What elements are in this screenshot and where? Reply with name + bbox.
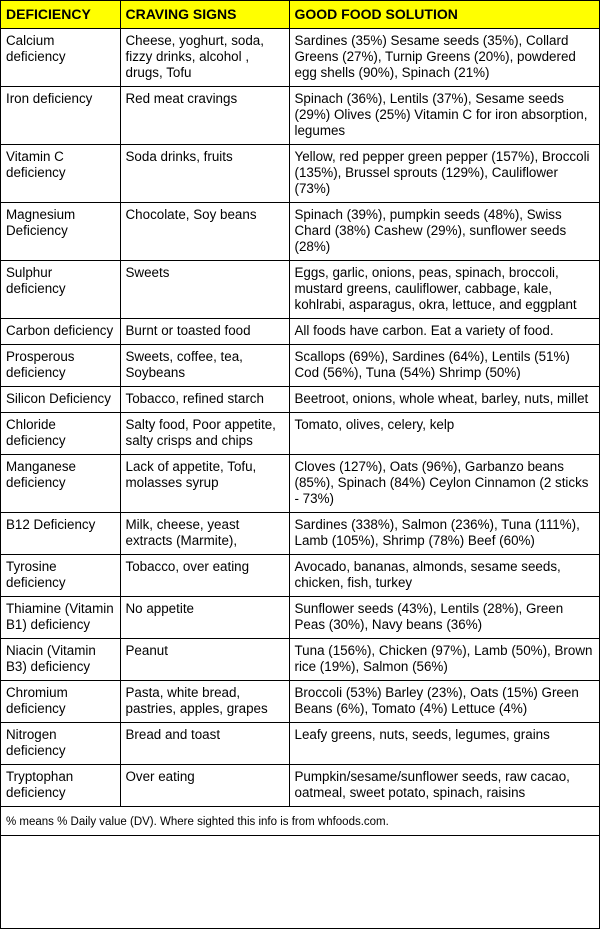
craving-cell: No appetite — [120, 597, 289, 639]
craving-cell: Salty food, Poor appetite, salty crisps and chips — [120, 413, 289, 455]
craving-cell: Lack of appetite, Tofu, molasses syrup — [120, 455, 289, 513]
solution-cell: Eggs, garlic, onions, peas, spinach, broccoli, mustard greens, cauliflower, cabbage, kale, kohlrabi, asparagus, okra, lettuce, and eggplant — [289, 261, 599, 319]
header-good-food-solution: GOOD FOOD SOLUTION — [289, 1, 599, 29]
deficiency-cell: Calcium deficiency — [1, 29, 120, 87]
deficiency-cell: Carbon deficiency — [1, 319, 120, 345]
footnote-row — [1, 807, 599, 836]
table-row — [1, 681, 599, 723]
deficiency-cell: Niacin (Vitamin B3) deficiency — [1, 639, 120, 681]
solution-cell: Leafy greens, nuts, seeds, legumes, grains — [289, 723, 599, 765]
footnote: % means % Daily value (DV). Where sighted this info is from whfoods.com. — [1, 807, 599, 836]
header-row — [1, 1, 599, 29]
craving-cell: Cheese, yoghurt, soda, fizzy drinks, alcohol , drugs, Tofu — [120, 29, 289, 87]
solution-cell: Tomato, olives, celery, kelp — [289, 413, 599, 455]
table-row — [1, 455, 599, 513]
craving-cell: Peanut — [120, 639, 289, 681]
craving-cell: Over eating — [120, 765, 289, 807]
craving-cell: Sweets, coffee, tea, Soybeans — [120, 345, 289, 387]
deficiency-cell: Thiamine (Vitamin B1) deficiency — [1, 597, 120, 639]
table-row — [1, 597, 599, 639]
solution-cell: Spinach (36%), Lentils (37%), Sesame seeds (29%) Olives (25%) Vitamin C for iron absorption, legumes — [289, 87, 599, 145]
deficiency-cell: Chloride deficiency — [1, 413, 120, 455]
table-row — [1, 87, 599, 145]
solution-cell: Sardines (338%), Salmon (236%), Tuna (111%), Lamb (105%), Shrimp (78%) Beef (60%) — [289, 513, 599, 555]
solution-cell: Cloves (127%), Oats (96%), Garbanzo beans (85%), Spinach (84%) Ceylon Cinnamon (2 sticks - 73%) — [289, 455, 599, 513]
craving-cell: Tobacco, refined starch — [120, 387, 289, 413]
deficiency-cell: Iron deficiency — [1, 87, 120, 145]
craving-cell: Red meat cravings — [120, 87, 289, 145]
craving-cell: Chocolate, Soy beans — [120, 203, 289, 261]
solution-cell: Avocado, bananas, almonds, sesame seeds, chicken, fish, turkey — [289, 555, 599, 597]
solution-cell: Sardines (35%) Sesame seeds (35%), Collard Greens (27%), Turnip Greens (20%), powdered egg shells (90%), Spinach (21%) — [289, 29, 599, 87]
craving-cell: Sweets — [120, 261, 289, 319]
solution-cell: Scallops (69%), Sardines (64%), Lentils (51%) Cod (56%), Tuna (54%) Shrimp (50%) — [289, 345, 599, 387]
table-row — [1, 555, 599, 597]
deficiency-cell: Tyrosine deficiency — [1, 555, 120, 597]
deficiency-cell: Tryptophan deficiency — [1, 765, 120, 807]
table-row — [1, 145, 599, 203]
table-row — [1, 765, 599, 807]
solution-cell: Yellow, red pepper green pepper (157%), Broccoli (135%), Brussel sprouts (129%), Cauliflower (73%) — [289, 145, 599, 203]
header-craving-signs: CRAVING SIGNS — [120, 1, 289, 29]
table-row — [1, 387, 599, 413]
table-row — [1, 345, 599, 387]
deficiency-cell: Silicon Deficiency — [1, 387, 120, 413]
table-row — [1, 723, 599, 765]
solution-cell: Sunflower seeds (43%), Lentils (28%), Green Peas (30%), Navy beans (36%) — [289, 597, 599, 639]
solution-cell: Beetroot, onions, whole wheat, barley, nuts, millet — [289, 387, 599, 413]
table-row — [1, 319, 599, 345]
deficiency-cell: Prosperous deficiency — [1, 345, 120, 387]
solution-cell: Spinach (39%), pumpkin seeds (48%), Swiss Chard (38%) Cashew (29%), sunflower seeds (28%) — [289, 203, 599, 261]
solution-cell: All foods have carbon. Eat a variety of food. — [289, 319, 599, 345]
table-row — [1, 261, 599, 319]
header-deficiency: DEFICIENCY — [1, 1, 120, 29]
solution-cell: Tuna (156%), Chicken (97%), Lamb (50%), Brown rice (19%), Salmon (56%) — [289, 639, 599, 681]
deficiency-cell: B12 Deficiency — [1, 513, 120, 555]
table-row — [1, 513, 599, 555]
table-row — [1, 29, 599, 87]
table-row — [1, 639, 599, 681]
solution-cell: Pumpkin/sesame/sunflower seeds, raw cacao, oatmeal, sweet potato, spinach, raisins — [289, 765, 599, 807]
deficiency-cell: Nitrogen deficiency — [1, 723, 120, 765]
craving-cell: Burnt or toasted food — [120, 319, 289, 345]
craving-cell: Milk, cheese, yeast extracts (Marmite), — [120, 513, 289, 555]
deficiency-table — [1, 1, 599, 836]
table-row — [1, 413, 599, 455]
deficiency-cell: Manganese deficiency — [1, 455, 120, 513]
deficiency-cell: Sulphur deficiency — [1, 261, 120, 319]
craving-cell: Soda drinks, fruits — [120, 145, 289, 203]
craving-cell: Bread and toast — [120, 723, 289, 765]
deficiency-cell: Chromium deficiency — [1, 681, 120, 723]
craving-cell: Pasta, white bread, pastries, apples, grapes — [120, 681, 289, 723]
deficiency-cell: Vitamin C deficiency — [1, 145, 120, 203]
table-row — [1, 203, 599, 261]
craving-cell: Tobacco, over eating — [120, 555, 289, 597]
solution-cell: Broccoli (53%) Barley (23%), Oats (15%) Green Beans (6%), Tomato (4%) Lettuce (4%) — [289, 681, 599, 723]
deficiency-cell: Magnesium Deficiency — [1, 203, 120, 261]
